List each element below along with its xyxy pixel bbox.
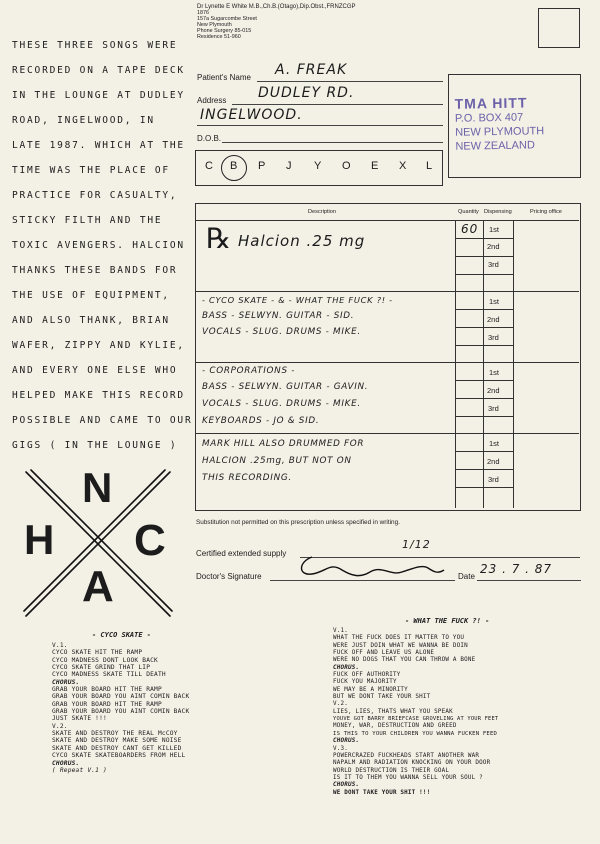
lyric-line: SKATE AND DESTROY THE REAL McCOY <box>52 730 178 738</box>
lyric-line: WE DONT TAKE YOUR SHIT !!! <box>333 789 431 796</box>
lyric-line: FUCK OFF AUTHORITY <box>333 672 401 679</box>
liner-note-line: AND ALSO THANK, BRIAN <box>12 315 170 326</box>
lyric-line: SKATE AND DESTROY CANT GET KILLED <box>52 744 182 752</box>
lyric-line: V.3. <box>333 745 348 752</box>
address-stamp <box>455 94 545 154</box>
lyric-line: ( Repeat V.1 ) <box>52 766 107 774</box>
song-cyco-skate <box>52 631 332 774</box>
lyric-line: CHORUS. <box>333 782 360 789</box>
lyric-line: GRAB YOUR BOARD YOU AINT COMIN BACK <box>52 693 190 701</box>
lyric-line: CYCO MADNESS DONT LOOK BACK <box>52 656 158 664</box>
doctor-signature <box>290 552 450 582</box>
doctor-header-line: Residence 51-960 <box>197 34 241 40</box>
lyric-line: CHORUS. <box>333 738 360 745</box>
batch-label: 3rd <box>488 260 499 269</box>
lyric-line: YOUVE GOT BARRY BRIEFCASE GROVELING AT YOUR FEET <box>333 716 499 723</box>
lyric-line: GRAB YOUR BOARD YOU AINT COMIN BACK <box>52 708 190 716</box>
batch-label: 1st <box>489 225 500 234</box>
table-rule <box>196 220 579 221</box>
batch-label: 2nd <box>487 242 500 251</box>
lyric-line: IS IT TO THEM YOU WANNA SELL YOUR SOUL ? <box>333 774 483 781</box>
lyric-line: CYCO SKATE HIT THE RAMP <box>52 649 143 657</box>
lyric-line: WORLD DESTRUCTION IS THEIR GOAL <box>333 767 450 774</box>
date-label: Date <box>458 572 475 581</box>
address-value-line-1: DUDLEY RD. <box>258 85 355 101</box>
liner-note-line: THANKS THESE BANDS FOR <box>12 265 178 276</box>
address-rule <box>197 125 443 126</box>
certified-supply-label: Certified extended supply <box>196 549 287 558</box>
lyric-line: JUST SKATE !!! <box>52 715 107 723</box>
lineup-line: KEYBOARDS - JO & SID. <box>202 416 320 426</box>
song-title: - CYCO SKATE - <box>92 631 152 639</box>
doctor-header-line: New Plymouth <box>197 22 232 28</box>
lineup-line: - CORPORATIONS - <box>202 366 296 376</box>
lyric-line: WERE JUST DOIN WHAT WE WANNA BE DOIN <box>333 642 468 649</box>
liner-note-line: TOXIC AVENGERS. HALCION <box>12 240 185 251</box>
code-letter: X <box>399 160 407 172</box>
date-value: 23 . 7 . 87 <box>480 562 553 576</box>
address-value-line-2: INGELWOOD. <box>200 107 303 123</box>
lyric-line: V.2. <box>52 722 68 730</box>
liner-note-line: THESE THREE SONGS WERE <box>12 40 178 51</box>
address-label: Address <box>197 96 227 105</box>
doctor-name: Dr Lynette E White M.B.,Ch.B.(Otago),Dip.Obst.,FRNZCGP <box>197 4 356 10</box>
batch-label: 1st <box>489 297 500 306</box>
lineup-line: BASS - SELWYN. GUITAR - GAVIN. <box>202 382 369 392</box>
corner-box <box>538 8 580 48</box>
batch-label: 2nd <box>487 457 500 466</box>
code-letter: E <box>371 160 379 172</box>
doctor-header-line: 1876 <box>197 10 209 16</box>
logo-letter-h: H <box>24 516 55 563</box>
batch-label: 1st <box>489 439 500 448</box>
song-what-the-fuck <box>333 617 598 797</box>
batch-label: 3rd <box>488 475 499 484</box>
lyric-line: GRAB YOUR BOARD HIT THE RAMP <box>52 686 162 694</box>
code-letter: L <box>426 160 433 172</box>
batch-label: 2nd <box>487 386 500 395</box>
liner-note-line: WAFER, ZIPPY AND KYLIE, <box>12 340 185 351</box>
lyrics-cyco-skate <box>52 642 332 774</box>
lyric-line: POWERCRAZED FUCKHEADS START ANOTHER WAR <box>333 752 480 759</box>
table-rule <box>196 362 579 363</box>
column-description: Description <box>308 209 336 215</box>
lyric-line: V.1. <box>52 642 68 649</box>
table-rule <box>196 291 579 292</box>
lyric-line: FUCK OFF AND LEAVE US ALONE <box>333 650 435 657</box>
lyric-line: CYCO MADNESS SKATE TILL DEATH <box>52 671 166 679</box>
lyric-line: MONEY, WAR, DESTRUCTION AND GREED <box>333 723 457 730</box>
column-quantity: Quantity <box>458 209 479 215</box>
lyric-line: CHORUS. <box>52 678 80 686</box>
liner-note-line: AND EVERY ONE ELSE WHO <box>12 365 178 376</box>
patient-name-value: A. FREAK <box>275 62 348 78</box>
liner-note-line: GIGS ( IN THE LOUNGE ) <box>12 440 178 451</box>
lyric-line: BUT WE DONT TAKE YOUR SHIT <box>333 694 431 701</box>
lyric-line: CHORUS. <box>333 664 360 671</box>
dob-rule <box>222 142 443 143</box>
date-rule <box>477 580 581 581</box>
column-pricing: Pricing office <box>530 209 562 215</box>
liner-note-line: PRACTICE FOR CASUALTY, <box>12 190 178 201</box>
lyric-line: WHAT THE FUCK DOES IT MATTER TO YOU <box>333 635 465 642</box>
column-dispensing: Dispensing <box>484 209 512 215</box>
stamp-line: NEW ZEALAND <box>455 139 535 153</box>
lyric-line: SKATE AND DESTROY MAKE SOME NOISE <box>52 737 182 745</box>
song-title: - WHAT THE FUCK ?! - <box>405 617 490 625</box>
band-logo <box>18 464 178 624</box>
table-rule <box>196 433 579 434</box>
substitution-note: Substitution not permitted on this prescription unless specified in writing. <box>196 519 400 526</box>
code-letter: J <box>286 160 292 172</box>
note-line: THIS RECORDING. <box>202 473 292 483</box>
logo-letter-n: N <box>82 464 113 511</box>
code-letter: B <box>230 160 238 172</box>
rx-note: Halcion .25 mg <box>238 232 366 250</box>
liner-note-line: RECORDED ON A TAPE DECK <box>12 65 185 76</box>
lyric-line: NAPALM AND RADIATION KNOCKING ON YOUR DOOR <box>333 760 491 767</box>
liner-note-line: THE USE OF EQUIPMENT, <box>12 290 170 301</box>
liner-note-line: POSSIBLE AND CAME TO OUR <box>12 415 193 426</box>
lyric-line: CHORUS. <box>52 759 80 767</box>
code-letter: C <box>205 160 213 172</box>
lyric-line: WERE NO DOGS THAT YOU CAN THROW A BONE <box>333 657 476 664</box>
stamp-line: NEW PLYMOUTH <box>455 125 545 139</box>
liner-note-line: HELPED MAKE THIS RECORD <box>12 390 185 401</box>
lineup-line: VOCALS - SLUG. DRUMS - MIKE. <box>202 399 361 409</box>
lyric-line: WE MAY BE A MINORITY <box>333 686 408 693</box>
code-letter: O <box>342 160 351 172</box>
lineup-line: BASS - SELWYN. GUITAR - SID. <box>202 311 355 321</box>
batch-label: 1st <box>489 368 500 377</box>
lyric-line: GRAB YOUR BOARD HIT THE RAMP <box>52 700 162 708</box>
liner-note-line: TIME WAS THE PLACE OF <box>12 165 170 176</box>
logo-letter-a: A <box>82 562 114 611</box>
lyrics-what-the-fuck <box>333 628 598 797</box>
patient-name-label: Patient's Name <box>197 73 251 82</box>
quantity-value: 60 <box>461 222 479 236</box>
liner-note-line: LATE 1987. WHICH AT THE <box>12 140 185 151</box>
dob-label: D.O.B. <box>197 134 222 143</box>
code-letter: P <box>258 160 266 172</box>
lyric-line: CYCO SKATE GRIND THAT LIP <box>52 664 151 672</box>
lyric-line: IS THIS TO YOUR CHILDREN YOU WANNA FUCKEN FEED <box>333 730 498 737</box>
address-rule <box>232 104 443 105</box>
doctor-header-line: 157a Sugarcombe Street <box>197 16 257 22</box>
doctor-header-line: Phone Surgery 85-015 <box>197 28 252 34</box>
batch-label: 2nd <box>487 315 500 324</box>
note-line: HALCION .25mg, BUT NOT ON <box>202 456 352 466</box>
liner-note-line: STICKY FILTH AND THE <box>12 215 163 226</box>
supply-value: 1/12 <box>402 538 431 551</box>
patient-name-rule <box>257 81 443 82</box>
prescription-table <box>195 203 581 511</box>
table-divider <box>513 220 514 508</box>
note-line: MARK HILL ALSO DRUMMED FOR <box>202 439 365 449</box>
lyric-line: LIES, LIES, THATS WHAT YOU SPEAK <box>333 708 453 715</box>
doctor-header <box>197 4 447 40</box>
stamp-line: TMA HITT <box>454 94 528 112</box>
lineup-line: VOCALS - SLUG. DRUMS - MIKE. <box>202 327 361 337</box>
doctor-signature-label: Doctor's Signature <box>196 572 262 581</box>
lyric-line: V.2. <box>333 701 348 708</box>
liner-note-line: ROAD, INGELWOOD, IN <box>12 115 155 126</box>
batch-label: 3rd <box>488 333 499 342</box>
logo-letter-c: C <box>134 516 166 565</box>
batch-label: 3rd <box>488 404 499 413</box>
liner-note-line: IN THE LOUNGE AT DUDLEY <box>12 90 185 101</box>
lyric-line: CYCO SKATE SKATEBOARDERS FROM HELL <box>52 752 186 760</box>
stamp-line: P.O. BOX 407 <box>454 111 524 125</box>
lyric-line: FUCK YOU MAJORITY <box>333 679 397 686</box>
code-letter: Y <box>314 160 322 172</box>
lyric-line: V.1. <box>333 628 348 634</box>
rx-symbol: ℞ <box>206 222 233 255</box>
lineup-line: - CYCO SKATE - & - WHAT THE FUCK ?! - <box>202 295 393 305</box>
